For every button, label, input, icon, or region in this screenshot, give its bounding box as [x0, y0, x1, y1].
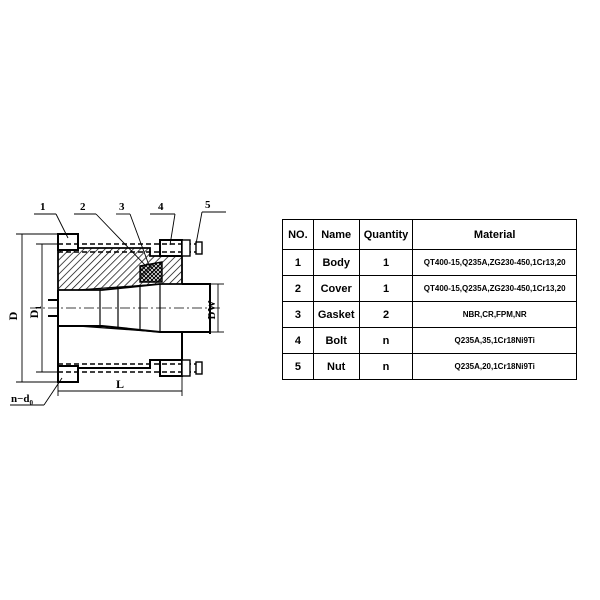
row-no: 2 — [283, 276, 314, 302]
svg-text:D1: $D_1$ — [27, 305, 43, 319]
table-row — [283, 302, 577, 328]
table-row — [283, 250, 577, 276]
label-D1 — [27, 306, 43, 319]
row-name: Cover — [313, 276, 359, 302]
row-material: Q235A,20,1Cr18Ni9Ti — [413, 354, 577, 380]
label-n-d0: $n-d_0$ — [11, 393, 34, 407]
callout-5: 5 — [205, 199, 211, 211]
row-no: 5 — [283, 354, 314, 380]
row-material: Q235A,35,1Cr18Ni9Ti — [413, 328, 577, 354]
header-material: Material — [413, 220, 577, 250]
row-quantity: 1 — [359, 276, 413, 302]
header-name: Name — [313, 220, 359, 250]
row-quantity: n — [359, 354, 413, 380]
callout-3: 3 — [119, 201, 125, 213]
row-material: NBR,CR,FPM,NR — [413, 302, 577, 328]
row-quantity: n — [359, 328, 413, 354]
table-header-row — [283, 220, 577, 250]
row-material: QT400-15,Q235A,ZG230-450,1Cr13,20 — [413, 250, 577, 276]
table-row — [283, 328, 577, 354]
header-quantity: Quantity — [359, 220, 413, 250]
svg-text:DW: DW — [206, 300, 218, 320]
row-name: Bolt — [313, 328, 359, 354]
table-row — [283, 354, 577, 380]
table-row — [283, 276, 577, 302]
svg-text:D: D — [6, 311, 20, 321]
callout-1: 1 — [40, 201, 46, 213]
label-L: L — [116, 377, 125, 391]
label-D — [6, 311, 20, 320]
row-quantity: 2 — [359, 302, 413, 328]
header-no: NO. — [283, 220, 314, 250]
row-material: QT400-15,Q235A,ZG230-450,1Cr13,20 — [413, 276, 577, 302]
coupling-cross-section-drawing — [0, 190, 270, 420]
row-no: 1 — [283, 250, 314, 276]
parts-table — [282, 219, 577, 380]
row-name: Body — [313, 250, 359, 276]
row-no: 4 — [283, 328, 314, 354]
row-name: Nut — [313, 354, 359, 380]
callout-4: 4 — [158, 201, 164, 213]
row-name: Gasket — [313, 302, 359, 328]
row-quantity: 1 — [359, 250, 413, 276]
label-Dw — [206, 301, 218, 320]
callout-2: 2 — [80, 201, 86, 213]
row-no: 3 — [283, 302, 314, 328]
